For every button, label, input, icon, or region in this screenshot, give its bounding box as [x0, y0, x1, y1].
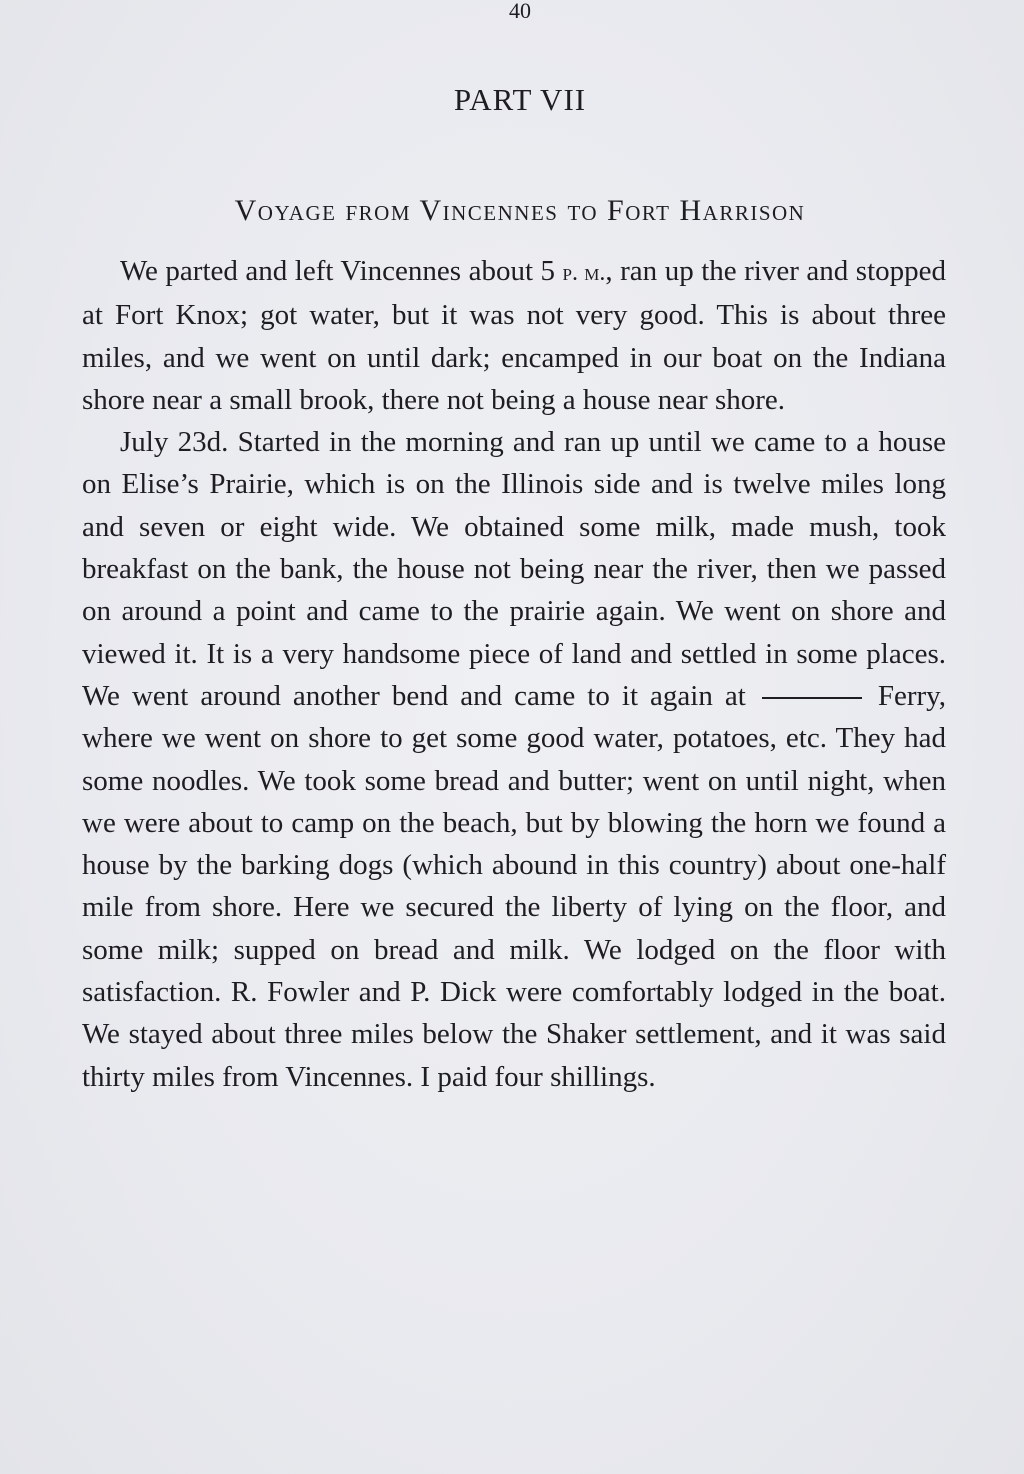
- page-number: 40: [509, 0, 531, 23]
- paragraph-2-text-start: July 23d. Started in the morning and ran up until we came to a house on Elise’s Prairie, which is on the Illinois side and is twelve miles long and seven or eight wide. We obtained some milk, made mush, took breakfast on the bank, the house not being near the river, then we passed on around a point and came to the prairie again. We went on shore and viewed it. It is a very handsome piece of land and settled in some places. We went around another bend and came to it again at: [82, 426, 946, 712]
- paragraph-1-text-start: We parted and left Vincennes about 5: [120, 255, 563, 287]
- paragraph-1-text-end: , ran up the river and stopped at Fort Knox; got water, but it was not very good. This is about three miles, and we went on until dark; encamped in our boat on the Indiana shore near a small brook, there not being a house near shore.: [82, 255, 946, 416]
- blank-name-line: [762, 697, 862, 699]
- chapter-title: Voyage from Vincennes to Fort Harrison: [234, 194, 806, 227]
- paragraph-2-text-end: Ferry, where we went on shore to get some good water, potatoes, etc. They had some noodles. We took some bread and butter; went on until night, when we were about to camp on the beach, but by blowing the horn we found a house by the barking dogs (which abound in this country) about one-half mile from shore. Here we secured the liberty of lying on the floor, and some milk; supped on bread and milk. We lodged on the floor with satisfaction. R. Fowler and P. Dick were comfortably lodged in the boat. We stayed about three miles below the Shaker settlement, and it was said thirty miles from Vincennes. I paid four shillings.: [82, 679, 947, 1093]
- part-title: PART VII: [453, 82, 587, 117]
- body-text: [82, 250, 946, 1098]
- time-abbreviation: p. m.: [562, 260, 606, 286]
- paragraph-1: [82, 250, 946, 421]
- paragraph-2: [82, 421, 946, 1098]
